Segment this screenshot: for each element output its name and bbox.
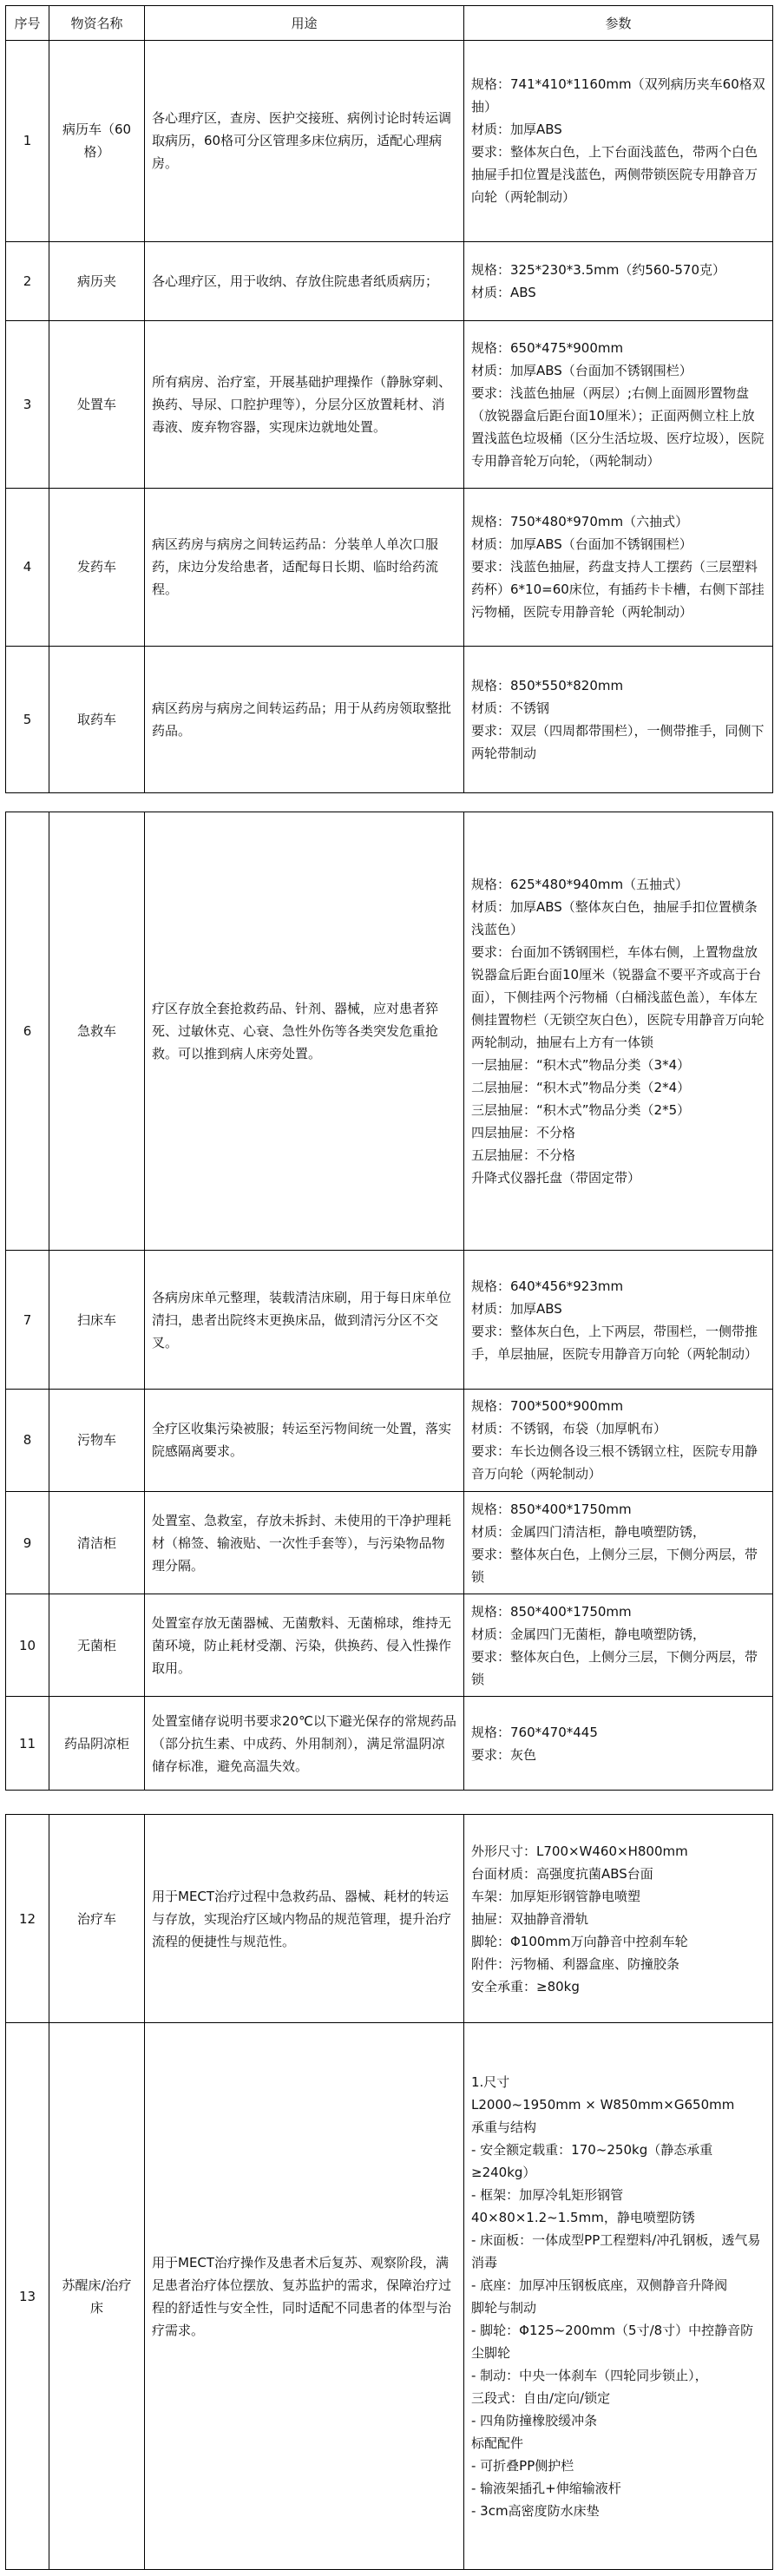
parameter-line: 要求：台面加不锈钢围栏，车体右侧，上置物盘放锐器盒后距台面10厘米（锐器盒不要平齐或高于台面），下侧挂两个污物桶（白桶浅蓝色盖），车体左侧挂置物栏（无锁空灰白色），医院专用静音万向轮两轮制动，抽屉右上方有一体锁 <box>471 944 765 1051</box>
item-usage: 全疗区收集污染被服；转运至污物间统一处置，落实院感隔离要求。 <box>145 1389 464 1491</box>
parameter-line: - 可折叠PP侧护栏 <box>471 2457 574 2474</box>
parameter-line: 要求：车长边侧各设三根不锈钢立柱，医院专用静音万向轮（两轮制动） <box>471 1443 758 1482</box>
equipment-table-1 <box>5 5 773 793</box>
parameter-line: 脚轮：Φ100mm万向静音中控刹车轮 <box>471 1933 688 1949</box>
table-row <box>6 1594 773 1697</box>
parameter-line: 要求：整体灰白色，上侧分三层，下侧分两层，带锁 <box>471 1546 758 1585</box>
parameter-line: 标配配件 <box>471 2435 524 2451</box>
item-parameters <box>464 1251 773 1389</box>
item-name: 污物车 <box>49 1389 145 1491</box>
equipment-table-2 <box>5 812 773 1791</box>
row-number: 7 <box>6 1251 49 1389</box>
row-number: 3 <box>6 320 49 489</box>
parameter-line: 要求：整体灰白色，上侧分三层，下侧分两层，带锁 <box>471 1648 758 1687</box>
row-number: 1 <box>6 41 49 242</box>
header-no: 序号 <box>6 6 49 41</box>
parameter-line: 车架：加厚矩形钢管静电喷塑 <box>471 1888 641 1904</box>
parameter-line: - 安全额定载重：170~250kg（静态承重≥240kg） <box>471 2141 713 2180</box>
table-row <box>6 241 773 320</box>
item-name: 苏醒床/治疗床 <box>49 2023 145 2570</box>
item-usage: 各心理疗区，查房、医护交接班、病例讨论时转运调取病历，60格可分区管理多床位病历，适配心理病房。 <box>145 41 464 242</box>
table-2-body <box>6 812 773 1791</box>
parameter-line: 规格：850*400*1750mm <box>471 1603 632 1620</box>
table-row <box>6 1491 773 1594</box>
parameter-line: 升降式仪器托盘（带固定带） <box>471 1170 641 1186</box>
row-number: 2 <box>6 241 49 320</box>
table-row <box>6 2023 773 2570</box>
parameter-line: - 框架：加厚冷轧矩形钢管 40×80×1.2~1.5mm，静电喷塑防锈 <box>471 2186 695 2225</box>
parameter-line: 承重与结构 <box>471 2119 537 2135</box>
parameter-line: 材质：金属四门清洁柜，静电喷塑防锈， <box>471 1523 706 1540</box>
parameter-line: 一层抽屉：“积木式”物品分类（3*4） <box>471 1057 691 1074</box>
table-3-body <box>6 1815 773 2570</box>
row-number: 12 <box>6 1815 49 2023</box>
parameter-line: 要求：整体灰白色，上下台面浅蓝色，带两个白色抽屉手扣位置是浅蓝色，两侧带锁医院专用静音万向轮（两轮制动） <box>471 144 758 206</box>
parameter-line: 1.尺寸 <box>471 2073 510 2090</box>
parameter-line: 台面材质：高强度抗菌ABS台面 <box>471 1865 653 1882</box>
parameter-line: L2000~1950mm × W850mm×G650mm <box>471 2096 735 2113</box>
item-usage: 处置室储存说明书要求20℃以下避光保存的常规药品（部分抗生素、中成药、外用制剂），满足常温阴凉储存标准，避免高温失效。 <box>145 1697 464 1791</box>
item-parameters <box>464 1491 773 1594</box>
parameter-line: 三段式：自由/定向/锁定 <box>471 2389 611 2406</box>
row-number: 4 <box>6 489 49 646</box>
row-number: 11 <box>6 1697 49 1791</box>
table-row <box>6 812 773 1251</box>
row-number: 9 <box>6 1491 49 1594</box>
row-number: 8 <box>6 1389 49 1491</box>
item-name: 治疗车 <box>49 1815 145 2023</box>
item-usage: 用于MECT治疗操作及患者术后复苏、观察阶段，满足患者治疗体位摆放、复苏监护的需求，保障治疗过程的舒适性与安全性，同时适配不同患者的体型与治疗需求。 <box>145 2023 464 2570</box>
parameter-line: 规格：625*480*940mm（五抽式） <box>471 877 689 893</box>
parameter-line: 四层抽屉：不分格 <box>471 1125 576 1141</box>
item-parameters <box>464 1594 773 1697</box>
equipment-table-3 <box>5 1814 773 2570</box>
item-name: 发药车 <box>49 489 145 646</box>
parameter-line: 材质：加厚ABS（台面加不锈钢围栏） <box>471 362 692 378</box>
table-row <box>6 1697 773 1791</box>
item-usage: 病区药房与病房之间转运药品；用于从药房领取整批药品。 <box>145 646 464 792</box>
item-name: 清洁柜 <box>49 1491 145 1594</box>
parameter-line: 要求：灰色 <box>471 1746 537 1763</box>
parameter-line: 要求：浅蓝色抽屉（两层）;右侧上面圆形置物盘（放锐器盒后距台面10厘米）；正面两侧立柱上放置浅蓝色垃圾桶（区分生活垃圾、医疗垃圾），医院专用静音轮万向轮，（两轮制动） <box>471 384 765 469</box>
parameter-line: 材质：金属四门无菌柜，静电喷塑防锈， <box>471 1626 706 1642</box>
parameter-line: 二层抽屉：“积木式”物品分类（2*4） <box>471 1080 691 1096</box>
item-name: 病历夹 <box>49 241 145 320</box>
parameter-line: 规格：325*230*3.5mm（约560-570克） <box>471 261 726 278</box>
table-1-body <box>6 41 773 793</box>
item-parameters <box>464 2023 773 2570</box>
parameter-line: - 四角防撞橡胶缓冲条 <box>471 2412 598 2428</box>
parameter-line: 三层抽屉：“积木式”物品分类（2*5） <box>471 1102 691 1119</box>
item-usage: 所有病房、治疗室，开展基础护理操作（静脉穿刺、换药、导尿、口腔护理等），分层分区放置耗材、消毒液、废弃物容器，实现床边就地处置。 <box>145 320 464 489</box>
row-number: 5 <box>6 646 49 792</box>
item-usage: 各病房床单元整理，装载清洁床刷，用于每日床单位清扫，患者出院终末更换床品，做到清污分区不交叉。 <box>145 1251 464 1389</box>
parameter-line: - 输液架插孔+伸缩输液杆 <box>471 2480 621 2496</box>
parameter-line: - 制动：中央一体刹车（四轮同步锁止）， <box>471 2367 708 2383</box>
parameter-line: 抽屉：双抽静音滑轨 <box>471 1910 589 1927</box>
table-row <box>6 1251 773 1389</box>
table-row <box>6 320 773 489</box>
parameter-line: 规格：640*456*923mm <box>471 1278 624 1294</box>
parameter-line: 规格：700*500*900mm <box>471 1398 624 1415</box>
table-row <box>6 41 773 242</box>
item-name: 取药车 <box>49 646 145 792</box>
item-parameters <box>464 41 773 242</box>
parameter-line: 要求：浅蓝色抽屉，药盘支持人工摆药（三层塑料药杯）6*10=60床位，有插药卡卡槽，右侧下部挂污物桶，医院专用静音轮（两轮制动） <box>471 559 765 621</box>
parameter-line: 材质：不锈钢，布袋（加厚帆布） <box>471 1421 667 1437</box>
row-number: 10 <box>6 1594 49 1697</box>
item-usage: 各心理疗区，用于收纳、存放住院患者纸质病历； <box>145 241 464 320</box>
item-name: 无菌柜 <box>49 1594 145 1697</box>
item-name: 扫床车 <box>49 1251 145 1389</box>
table-row <box>6 646 773 792</box>
item-parameters <box>464 646 773 792</box>
item-parameters <box>464 1815 773 2023</box>
item-name: 药品阴凉柜 <box>49 1697 145 1791</box>
parameter-line: 规格：650*475*900mm <box>471 339 624 356</box>
table-row <box>6 1389 773 1491</box>
parameter-line: - 底座：加厚冲压钢板底座，双侧静音升降阀 <box>471 2277 728 2293</box>
item-parameters <box>464 320 773 489</box>
parameter-line: 要求：整体灰白色，上下两层，带围栏，一侧带推手，单层抽屉，医院专用静音万向轮（两轮制动） <box>471 1323 758 1362</box>
parameter-line: - 脚轮：Φ125~200mm（5寸/8寸）中控静音防尘脚轮 <box>471 2322 754 2361</box>
parameter-line: 材质：ABS <box>471 284 536 300</box>
parameter-line: 材质：不锈钢 <box>471 700 550 716</box>
item-usage: 处置室、急救室，存放未拆封、未使用的干净护理耗材（棉签、输液贴、一次性手套等），与污染物品物理分隔。 <box>145 1491 464 1594</box>
row-number: 6 <box>6 812 49 1251</box>
item-parameters <box>464 812 773 1251</box>
parameter-line: 规格：741*410*1160mm（双列病历夹车60格双抽） <box>471 76 765 115</box>
table-row <box>6 1815 773 2023</box>
parameter-line: - 床面板：一体成型PP工程塑料/冲孔钢板，透气易消毒 <box>471 2231 761 2270</box>
parameter-line: 五层抽屉：不分格 <box>471 1147 576 1164</box>
parameter-line: 脚轮与制动 <box>471 2299 537 2316</box>
item-name: 处置车 <box>49 320 145 489</box>
row-number: 13 <box>6 2023 49 2570</box>
parameter-line: 材质：加厚ABS <box>471 122 562 138</box>
item-parameters <box>464 1389 773 1491</box>
item-usage: 处置室存放无菌器械、无菌敷料、无菌棉球，维持无菌环境，防止耗材受潮、污染，供换药、侵入性操作取用。 <box>145 1594 464 1697</box>
item-parameters <box>464 241 773 320</box>
item-name: 急救车 <box>49 812 145 1251</box>
parameter-line: 外形尺寸：L700×W460×H800mm <box>471 1843 688 1859</box>
parameter-line: 规格：750*480*970mm（六抽式） <box>471 514 689 530</box>
parameter-line: 规格：850*400*1750mm <box>471 1501 632 1517</box>
item-parameters <box>464 489 773 646</box>
parameter-line: 材质：加厚ABS（台面加不锈钢围栏） <box>471 536 692 553</box>
parameter-line: 附件：污物桶、利器盒座、防撞胶条 <box>471 1955 680 1972</box>
item-parameters <box>464 1697 773 1791</box>
parameter-line: 材质：加厚ABS <box>471 1300 562 1317</box>
parameter-line: 要求：双层（四周都带围栏），一侧带推手，同侧下两轮带制动 <box>471 722 765 761</box>
item-usage: 病区药房与病房之间转运药品：分装单人单次口服药，床边分发给患者，适配每日长期、临时给药流程。 <box>145 489 464 646</box>
parameter-line: 材质：加厚ABS（整体灰白色，抽屉手扣位置横条浅蓝色） <box>471 899 758 938</box>
header-use: 用途 <box>145 6 464 41</box>
parameter-line: 规格：850*550*820mm <box>471 677 624 693</box>
item-usage: 用于MECT治疗过程中急救药品、器械、耗材的转运与存放，实现治疗区域内物品的规范管理，提升治疗流程的便捷性与规范性。 <box>145 1815 464 2023</box>
item-name: 病历车（60格） <box>49 41 145 242</box>
table-row <box>6 489 773 646</box>
parameter-line: 安全承重：≥80kg <box>471 1978 580 1994</box>
header-params: 参数 <box>464 6 773 41</box>
item-usage: 疗区存放全套抢救药品、针剂、器械，应对患者猝死、过敏休克、心衰、急性外伤等各类突发危重抢救。可以推到病人床旁处置。 <box>145 812 464 1251</box>
parameter-line: 规格：760*470*445 <box>471 1724 598 1740</box>
header-name: 物资名称 <box>49 6 145 41</box>
parameter-line: - 3cm高密度防水床垫 <box>471 2502 600 2519</box>
